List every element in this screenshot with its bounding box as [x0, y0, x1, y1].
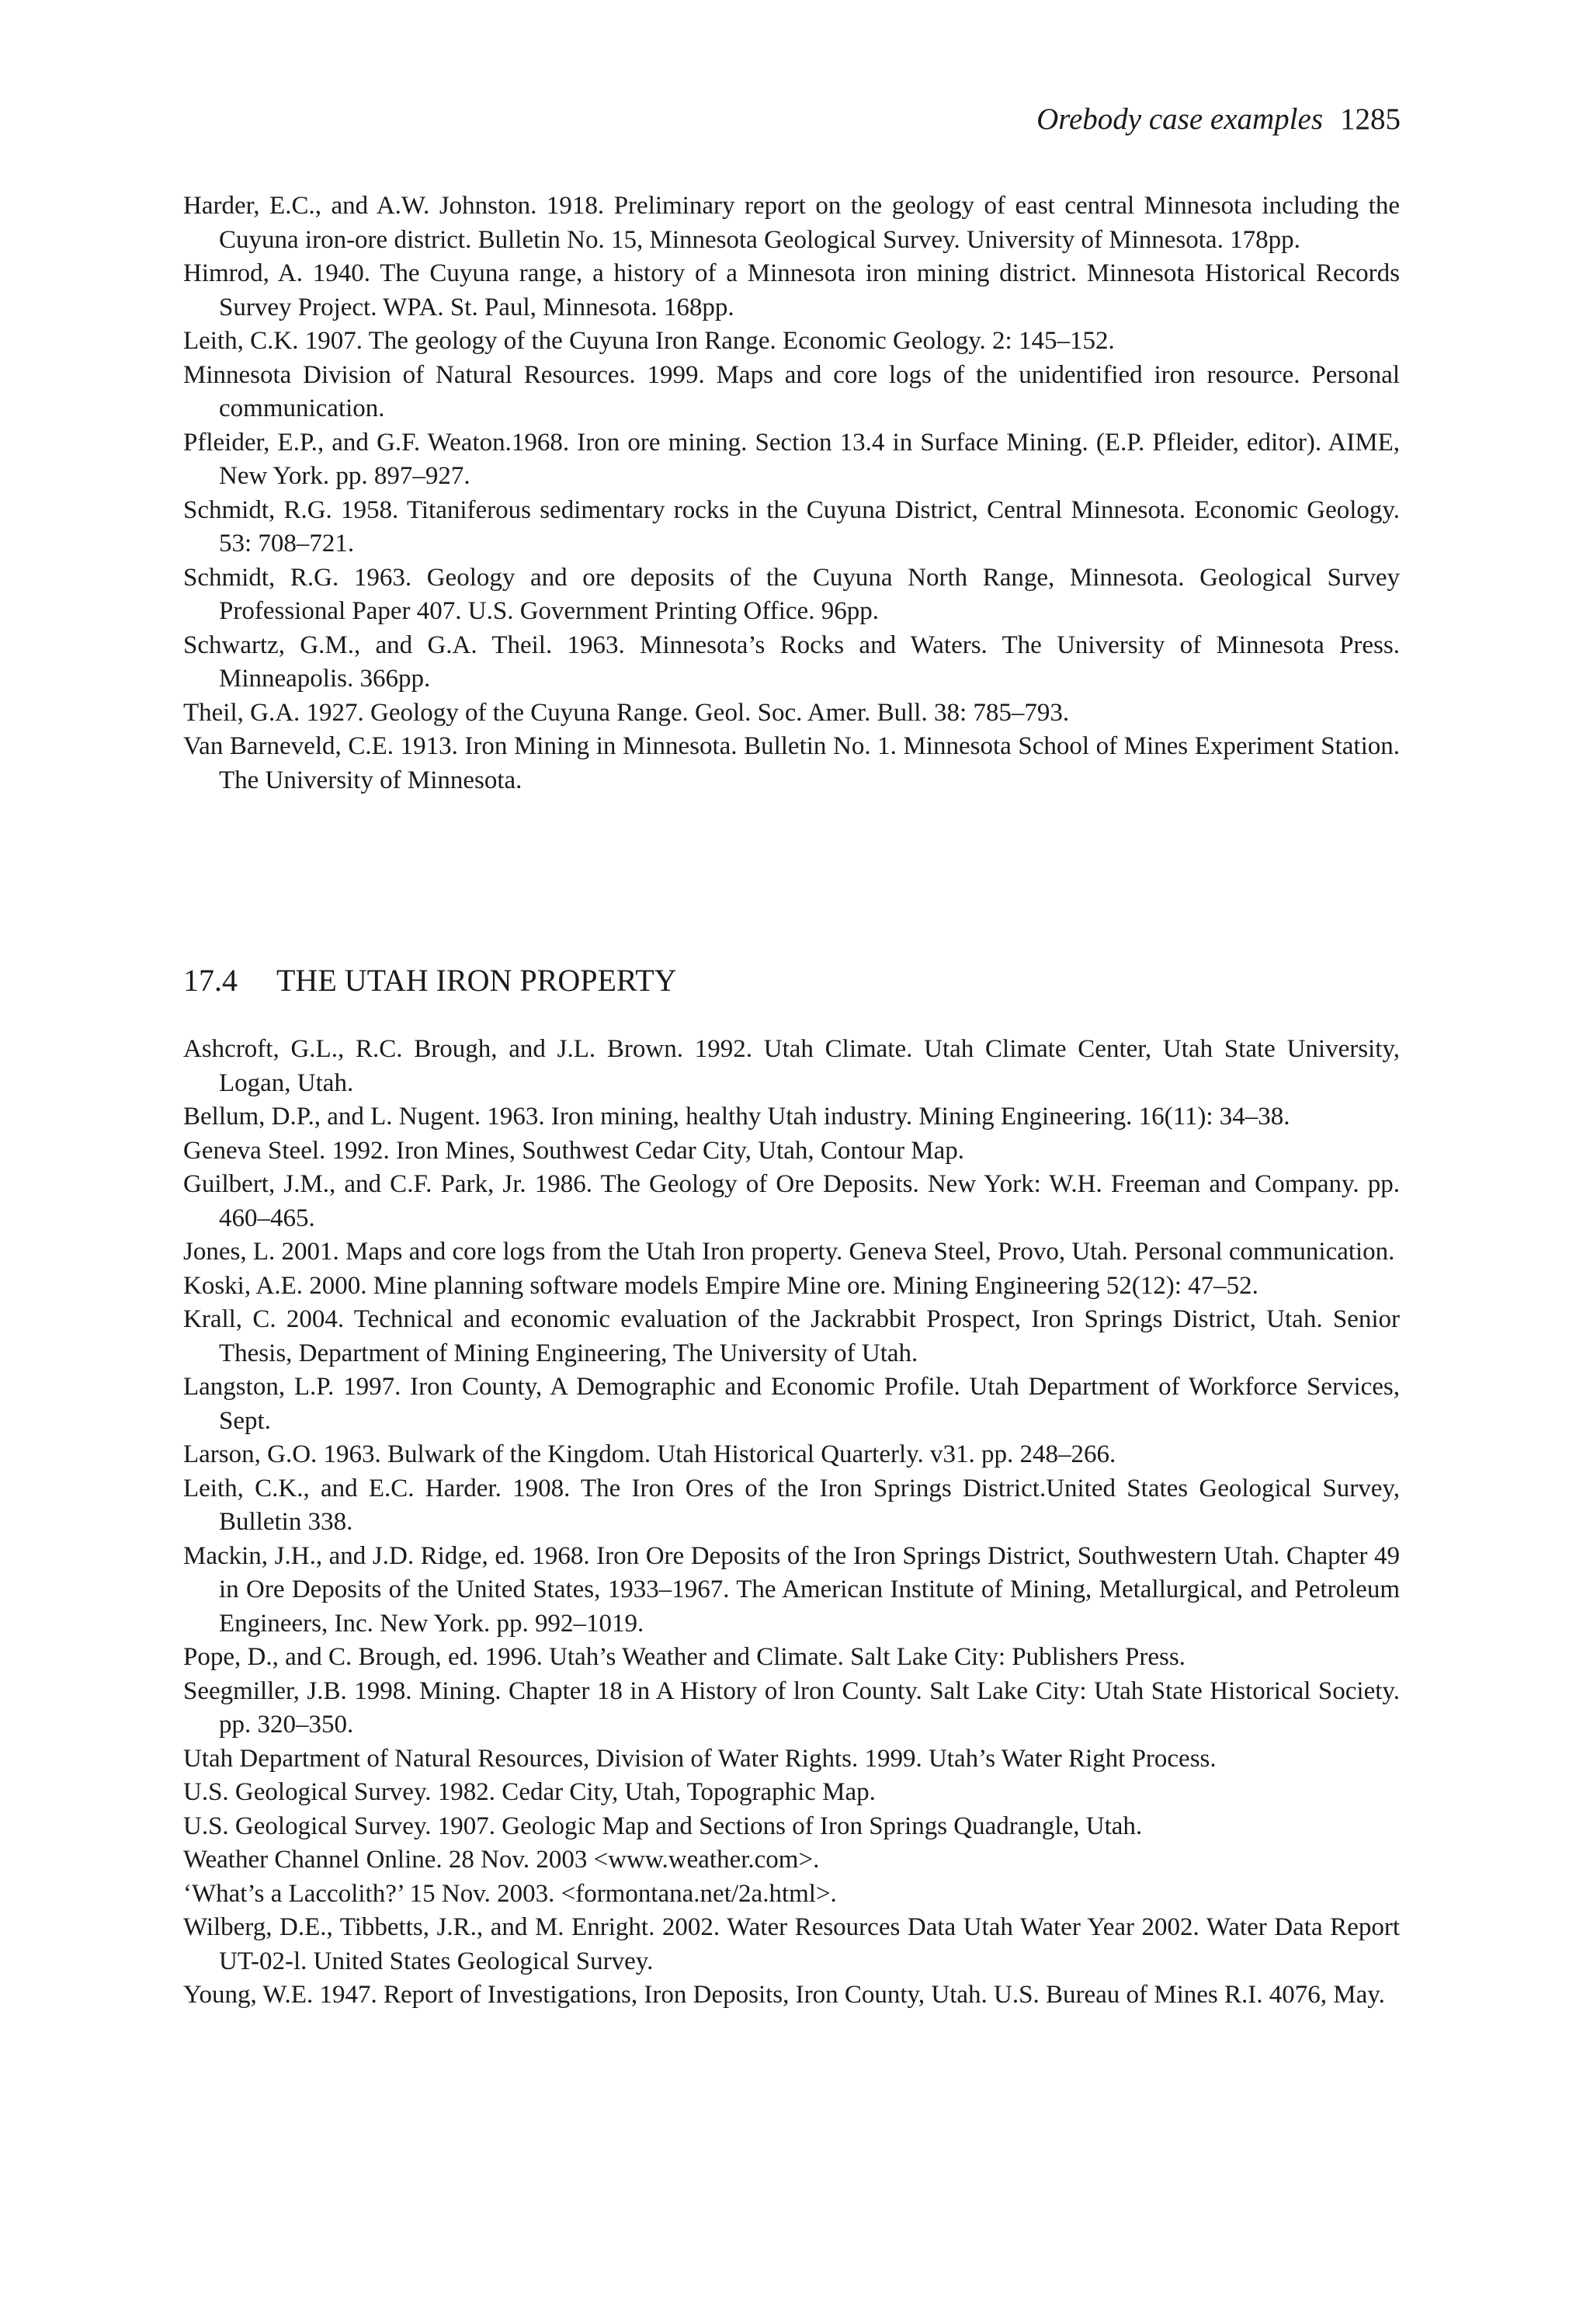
reference-entry: Schmidt, R.G. 1963. Geology and ore deposits of the Cuyuna North Range, Minnesota. Geological Survey Professional Paper 407. U.S. Government Printing Office. 96pp. — [183, 563, 1400, 625]
reference-entry: Guilbert, J.M., and C.F. Park, Jr. 1986. The Geology of Ore Deposits. New York: W.H. Freeman and Company. pp. 460–465. — [183, 1170, 1400, 1232]
reference-entry: Geneva Steel. 1992. Iron Mines, Southwest Cedar City, Utah, Contour Map. — [183, 1136, 965, 1165]
reference-entry: Larson, G.O. 1963. Bulwark of the Kingdom. Utah Historical Quarterly. v31. pp. 248–266. — [183, 1440, 1116, 1468]
running-head-title: Orebody case examples — [1036, 102, 1323, 136]
reference-entry: Himrod, A. 1940. The Cuyuna range, a history of a Minnesota iron mining district. Minnesota Historical Records Survey Project. WPA. St. Paul, Minnesota. 168pp. — [183, 259, 1400, 321]
reference-entry: Schwartz, G.M., and G.A. Theil. 1963. Minnesota’s Rocks and Waters. The University of Minnesota Press. Minneapolis. 366pp. — [183, 631, 1400, 693]
reference-entry: Mackin, J.H., and J.D. Ridge, ed. 1968. Iron Ore Deposits of the Iron Springs District, Southwestern Utah. Chapter 49 in Ore Deposits of the United States, 1933–1967. The American Institute of Mining, Metallurgical, and Petroleum Engineers, Inc. New York. pp. 992–1019. — [183, 1541, 1400, 1638]
reference-entry: Bellum, D.P., and L. Nugent. 1963. Iron mining, healthy Utah industry. Mining Engineering. 16(11): 34–38. — [183, 1103, 1290, 1131]
reference-entry: Krall, C. 2004. Technical and economic evaluation of the Jackrabbit Prospect, Iron Springs District, Utah. Senior Thesis, Department of Mining Engineering, The University of Utah. — [183, 1305, 1400, 1367]
reference-entry: Seegmiller, J.B. 1998. Mining. Chapter 18 in A History of lron County. Salt Lake City: Utah State Historical Society. pp. 320–350. — [183, 1676, 1400, 1739]
reference-entry: Theil, G.A. 1927. Geology of the Cuyuna Range. Geol. Soc. Amer. Bull. 38: 785–793. — [183, 698, 1070, 727]
page-number: 1285 — [1340, 102, 1401, 136]
section-heading — [183, 965, 677, 996]
reference-entry: Schmidt, R.G. 1958. Titaniferous sedimentary rocks in the Cuyuna District, Central Minnesota. Economic Geology. 53: 708–721. — [183, 495, 1400, 558]
reference-entry: U.S. Geological Survey. 1907. Geologic Map and Sections of Iron Springs Quadrangle, Utah. — [183, 1812, 1143, 1840]
reference-entry: Utah Department of Natural Resources, Division of Water Rights. 1999. Utah’s Water Right Process. — [183, 1744, 1217, 1773]
reference-entry: U.S. Geological Survey. 1982. Cedar City, Utah, Topographic Map. — [183, 1778, 876, 1806]
running-head — [1036, 104, 1401, 134]
reference-entry: Harder, E.C., and A.W. Johnston. 1918. Preliminary report on the geology of east central Minnesota including the Cuyuna iron-ore district. Bulletin No. 15, Minnesota Geological Survey. University of Minnesota. 178pp. — [183, 192, 1400, 254]
reference-entry: Weather Channel Online. 28 Nov. 2003 <www.weather.com>. — [183, 1846, 820, 1874]
reference-entry: Wilberg, D.E., Tibbetts, J.R., and M. Enright. 2002. Water Resources Data Utah Water Year 2002. Water Data Report UT-02-l. United States Geological Survey. — [183, 1913, 1400, 1975]
reference-entry: Pfleider, E.P., and G.F. Weaton.1968. Iron ore mining. Section 13.4 in Surface Mining. (E.P. Pfleider, editor). AIME, New York. pp. 897–927. — [183, 428, 1400, 490]
reference-entry: Ashcroft, G.L., R.C. Brough, and J.L. Brown. 1992. Utah Climate. Utah Climate Center, Utah State University, Logan, Utah. — [183, 1035, 1400, 1097]
reference-entry: Van Barneveld, C.E. 1913. Iron Mining in Minnesota. Bulletin No. 1. Minnesota School of Mines Experiment Station. The University of Minnesota. — [183, 732, 1400, 794]
reference-entry: Leith, C.K., and E.C. Harder. 1908. The Iron Ores of the Iron Springs District.United States Geological Survey, Bulletin 338. — [183, 1474, 1400, 1536]
section-title: THE UTAH IRON PROPERTY — [276, 963, 677, 998]
reference-entry: Langston, L.P. 1997. Iron County, A Demographic and Economic Profile. Utah Department of Workforce Services, Sept. — [183, 1373, 1400, 1435]
reference-entry: Young, W.E. 1947. Report of Investigations, Iron Deposits, Iron County, Utah. U.S. Bureau of Mines R.I. 4076, May. — [183, 1981, 1385, 2009]
reference-entry: ‘What’s a Laccolith?’ 15 Nov. 2003. <formontana.net/2a.html>. — [183, 1879, 837, 1908]
reference-entry: Minnesota Division of Natural Resources. 1999. Maps and core logs of the unidentified iron resource. Personal communication. — [183, 360, 1400, 422]
reference-entry: Pope, D., and C. Brough, ed. 1996. Utah’s Weather and Climate. Salt Lake City: Publishers Press. — [183, 1643, 1186, 1671]
section-number: 17.4 — [183, 963, 238, 998]
reference-entry: Leith, C.K. 1907. The geology of the Cuyuna Iron Range. Economic Geology. 2: 145–152. — [183, 327, 1115, 355]
reference-entry: Jones, L. 2001. Maps and core logs from the Utah Iron property. Geneva Steel, Provo, Utah. Personal communication. — [183, 1238, 1395, 1266]
reference-list-utah — [183, 1033, 1400, 2013]
reference-list-cuyuna — [183, 189, 1400, 797]
reference-entry: Koski, A.E. 2000. Mine planning software models Empire Mine ore. Mining Engineering 52(12): 47–52. — [183, 1271, 1258, 1300]
